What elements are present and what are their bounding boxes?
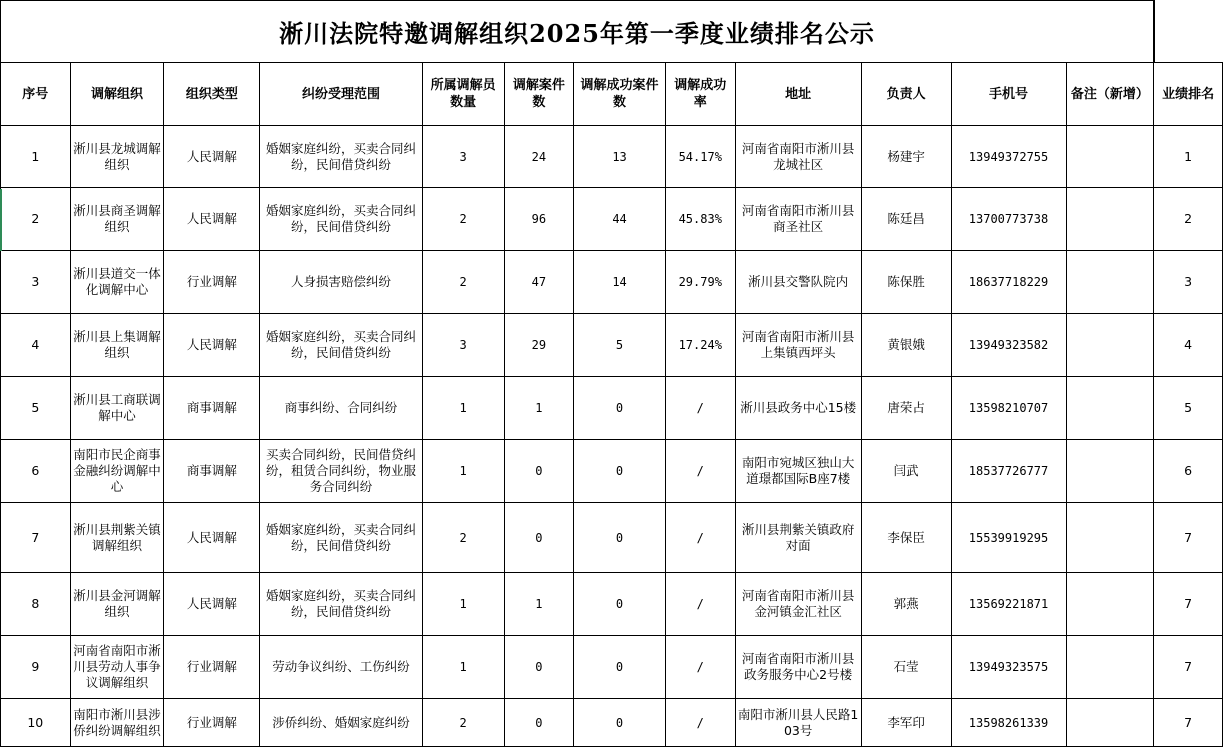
header-cell-leader[interactable]: 负责人 bbox=[861, 63, 951, 126]
cell-type[interactable]: 人民调解 bbox=[164, 126, 260, 188]
header-cell-rank[interactable]: 业绩排名 bbox=[1154, 63, 1223, 126]
cell-rate[interactable]: / bbox=[665, 636, 735, 699]
cell-cases[interactable]: 96 bbox=[504, 188, 574, 251]
cell-rate[interactable]: 17.24% bbox=[665, 314, 735, 377]
cell-rank[interactable]: 5 bbox=[1154, 377, 1223, 440]
cell-scope[interactable]: 商事纠纷、合同纠纷 bbox=[260, 377, 422, 440]
table-row bbox=[1, 699, 1223, 747]
cell-success[interactable]: 13 bbox=[574, 126, 666, 188]
cell-no[interactable]: 3 bbox=[1, 251, 71, 314]
cell-rank[interactable]: 7 bbox=[1154, 636, 1223, 699]
cell-success[interactable]: 14 bbox=[574, 251, 666, 314]
header-cell-type[interactable]: 组织类型 bbox=[164, 63, 260, 126]
cell-phone[interactable]: 18637718229 bbox=[951, 251, 1066, 314]
cell-rank[interactable]: 7 bbox=[1154, 503, 1223, 573]
cell-mediators[interactable]: 2 bbox=[422, 699, 504, 747]
cell-no[interactable]: 1 bbox=[1, 126, 71, 188]
sheet-title: 淅川法院特邀调解组织2025年第一季度业绩排名公示 bbox=[0, 0, 1154, 62]
cell-rank[interactable]: 7 bbox=[1154, 573, 1223, 636]
cell-mediators[interactable]: 2 bbox=[422, 251, 504, 314]
cell-note[interactable] bbox=[1066, 126, 1154, 188]
cell-rank[interactable]: 3 bbox=[1154, 251, 1223, 314]
cell-cases[interactable]: 1 bbox=[504, 573, 574, 636]
cell-scope[interactable]: 人身损害赔偿纠纷 bbox=[260, 251, 422, 314]
cell-success[interactable]: 44 bbox=[574, 188, 666, 251]
cell-leader[interactable]: 李保臣 bbox=[861, 503, 951, 573]
table-row bbox=[1, 573, 1223, 636]
cell-leader[interactable]: 唐荣占 bbox=[861, 377, 951, 440]
cell-note[interactable] bbox=[1066, 188, 1154, 251]
cell-no[interactable]: 5 bbox=[1, 377, 71, 440]
cell-scope[interactable]: 婚姻家庭纠纷，买卖合同纠纷，民间借贷纠纷 bbox=[260, 126, 422, 188]
cell-leader[interactable]: 石莹 bbox=[861, 636, 951, 699]
header-cell-no[interactable]: 序号 bbox=[1, 63, 71, 126]
header-cell-scope[interactable]: 纠纷受理范围 bbox=[260, 63, 422, 126]
cell-note[interactable] bbox=[1066, 573, 1154, 636]
cell-mediators[interactable]: 3 bbox=[422, 314, 504, 377]
row-selection-marker bbox=[0, 189, 2, 251]
cell-address[interactable]: 河南省南阳市淅川县龙城社区 bbox=[735, 126, 861, 188]
cell-success[interactable]: 0 bbox=[574, 699, 666, 747]
cell-type[interactable]: 行业调解 bbox=[164, 251, 260, 314]
cell-phone[interactable]: 15539919295 bbox=[951, 503, 1066, 573]
cell-note[interactable] bbox=[1066, 503, 1154, 573]
ranking-table bbox=[0, 62, 1223, 747]
cell-rank[interactable]: 6 bbox=[1154, 440, 1223, 503]
table-row bbox=[1, 377, 1223, 440]
cell-mediators[interactable]: 1 bbox=[422, 573, 504, 636]
cell-org[interactable]: 南阳市淅川县涉侨纠纷调解组织 bbox=[70, 699, 164, 747]
cell-type[interactable]: 行业调解 bbox=[164, 699, 260, 747]
cell-cases[interactable]: 0 bbox=[504, 699, 574, 747]
cell-rate[interactable]: / bbox=[665, 377, 735, 440]
cell-success[interactable]: 0 bbox=[574, 440, 666, 503]
cell-phone[interactable]: 18537726777 bbox=[951, 440, 1066, 503]
cell-note[interactable] bbox=[1066, 314, 1154, 377]
cell-scope[interactable]: 婚姻家庭纠纷，买卖合同纠纷，民间借贷纠纷 bbox=[260, 314, 422, 377]
header-cell-note[interactable]: 备注（新增） bbox=[1066, 63, 1154, 126]
cell-cases[interactable]: 29 bbox=[504, 314, 574, 377]
cell-type[interactable]: 行业调解 bbox=[164, 636, 260, 699]
cell-phone[interactable]: 13569221871 bbox=[951, 573, 1066, 636]
cell-success[interactable]: 0 bbox=[574, 573, 666, 636]
cell-rate[interactable]: / bbox=[665, 440, 735, 503]
cell-address[interactable]: 南阳市淅川县人民路103号 bbox=[735, 699, 861, 747]
cell-rate[interactable]: / bbox=[665, 699, 735, 747]
cell-phone[interactable]: 13700773738 bbox=[951, 188, 1066, 251]
header-cell-success[interactable]: 调解成功案件数 bbox=[574, 63, 666, 126]
cell-scope[interactable]: 劳动争议纠纷、工伤纠纷 bbox=[260, 636, 422, 699]
cell-mediators[interactable]: 1 bbox=[422, 377, 504, 440]
cell-phone[interactable]: 13949323575 bbox=[951, 636, 1066, 699]
cell-org[interactable]: 淅川县上集调解组织 bbox=[70, 314, 164, 377]
cell-note[interactable] bbox=[1066, 377, 1154, 440]
table-row bbox=[1, 636, 1223, 699]
cell-cases[interactable]: 1 bbox=[504, 377, 574, 440]
cell-note[interactable] bbox=[1066, 636, 1154, 699]
cell-phone[interactable]: 13949372755 bbox=[951, 126, 1066, 188]
cell-scope[interactable]: 婚姻家庭纠纷，买卖合同纠纷，民间借贷纠纷 bbox=[260, 188, 422, 251]
cell-cases[interactable]: 47 bbox=[504, 251, 574, 314]
header-cell-cases[interactable]: 调解案件数 bbox=[504, 63, 574, 126]
cell-no[interactable]: 10 bbox=[1, 699, 71, 747]
cell-success[interactable]: 0 bbox=[574, 503, 666, 573]
cell-success[interactable]: 0 bbox=[574, 377, 666, 440]
cell-address[interactable]: 河南省南阳市淅川县政务服务中心2号楼 bbox=[735, 636, 861, 699]
cell-rate[interactable]: 45.83% bbox=[665, 188, 735, 251]
table-row bbox=[1, 503, 1223, 573]
cell-scope[interactable]: 婚姻家庭纠纷，买卖合同纠纷，民间借贷纠纷 bbox=[260, 573, 422, 636]
cell-type[interactable]: 人民调解 bbox=[164, 573, 260, 636]
cell-rate[interactable]: 29.79% bbox=[665, 251, 735, 314]
cell-note[interactable] bbox=[1066, 251, 1154, 314]
title-right-border bbox=[1154, 0, 1155, 62]
cell-rank[interactable]: 2 bbox=[1154, 188, 1223, 251]
cell-type[interactable]: 商事调解 bbox=[164, 377, 260, 440]
table-row bbox=[1, 440, 1223, 503]
cell-type[interactable]: 人民调解 bbox=[164, 503, 260, 573]
cell-leader[interactable]: 杨建宇 bbox=[861, 126, 951, 188]
cell-scope[interactable]: 涉侨纠纷、婚姻家庭纠纷 bbox=[260, 699, 422, 747]
header-row bbox=[1, 63, 1223, 126]
table-body bbox=[1, 126, 1223, 747]
cell-no[interactable]: 8 bbox=[1, 573, 71, 636]
cell-org[interactable]: 河南省南阳市淅川县劳动人事争议调解组织 bbox=[70, 636, 164, 699]
cell-cases[interactable]: 0 bbox=[504, 636, 574, 699]
cell-org[interactable]: 淅川县龙城调解组织 bbox=[70, 126, 164, 188]
header-cell-mediators[interactable]: 所属调解员数量 bbox=[422, 63, 504, 126]
table-row bbox=[1, 126, 1223, 188]
cell-type[interactable]: 人民调解 bbox=[164, 188, 260, 251]
cell-phone[interactable]: 13949323582 bbox=[951, 314, 1066, 377]
cell-cases[interactable]: 0 bbox=[504, 440, 574, 503]
header-cell-phone[interactable]: 手机号 bbox=[951, 63, 1066, 126]
cell-rate[interactable]: / bbox=[665, 573, 735, 636]
cell-type[interactable]: 人民调解 bbox=[164, 314, 260, 377]
cell-phone[interactable]: 13598210707 bbox=[951, 377, 1066, 440]
cell-note[interactable] bbox=[1066, 440, 1154, 503]
cell-mediators[interactable]: 3 bbox=[422, 126, 504, 188]
cell-address[interactable]: 淅川县政务中心15楼 bbox=[735, 377, 861, 440]
cell-leader[interactable]: 李军印 bbox=[861, 699, 951, 747]
cell-phone[interactable]: 13598261339 bbox=[951, 699, 1066, 747]
cell-address[interactable]: 淅川县荆紫关镇政府对面 bbox=[735, 503, 861, 573]
cell-no[interactable]: 6 bbox=[1, 440, 71, 503]
table-row bbox=[1, 251, 1223, 314]
header-cell-address[interactable]: 地址 bbox=[735, 63, 861, 126]
cell-address[interactable]: 河南省南阳市淅川县商圣社区 bbox=[735, 188, 861, 251]
cell-address[interactable]: 河南省南阳市淅川县金河镇金汇社区 bbox=[735, 573, 861, 636]
cell-cases[interactable]: 24 bbox=[504, 126, 574, 188]
cell-mediators[interactable]: 1 bbox=[422, 636, 504, 699]
cell-leader[interactable]: 闫武 bbox=[861, 440, 951, 503]
cell-org[interactable]: 南阳市民企商事金融纠纷调解中心 bbox=[70, 440, 164, 503]
table-row bbox=[1, 188, 1223, 251]
cell-org[interactable]: 淅川县工商联调解中心 bbox=[70, 377, 164, 440]
cell-scope[interactable]: 买卖合同纠纷，民间借贷纠纷，租赁合同纠纷，物业服务合同纠纷 bbox=[260, 440, 422, 503]
cell-scope[interactable]: 婚姻家庭纠纷，买卖合同纠纷，民间借贷纠纷 bbox=[260, 503, 422, 573]
cell-leader[interactable]: 陈廷昌 bbox=[861, 188, 951, 251]
cell-leader[interactable]: 黄银娥 bbox=[861, 314, 951, 377]
cell-leader[interactable]: 郭燕 bbox=[861, 573, 951, 636]
cell-leader[interactable]: 陈保胜 bbox=[861, 251, 951, 314]
cell-org[interactable]: 淅川县道交一体化调解中心 bbox=[70, 251, 164, 314]
header-cell-org[interactable]: 调解组织 bbox=[70, 63, 164, 126]
cell-address[interactable]: 河南省南阳市淅川县上集镇西坪头 bbox=[735, 314, 861, 377]
header-cell-rate[interactable]: 调解成功率 bbox=[665, 63, 735, 126]
cell-address[interactable]: 淅川县交警队院内 bbox=[735, 251, 861, 314]
cell-success[interactable]: 5 bbox=[574, 314, 666, 377]
cell-rate[interactable]: 54.17% bbox=[665, 126, 735, 188]
cell-org[interactable]: 淅川县商圣调解组织 bbox=[70, 188, 164, 251]
cell-cases[interactable]: 0 bbox=[504, 503, 574, 573]
cell-rate[interactable]: / bbox=[665, 503, 735, 573]
cell-rank[interactable]: 1 bbox=[1154, 126, 1223, 188]
cell-no[interactable]: 4 bbox=[1, 314, 71, 377]
cell-org[interactable]: 淅川县金河调解组织 bbox=[70, 573, 164, 636]
cell-type[interactable]: 商事调解 bbox=[164, 440, 260, 503]
cell-address[interactable]: 南阳市宛城区独山大道璟都国际B座7楼 bbox=[735, 440, 861, 503]
cell-success[interactable]: 0 bbox=[574, 636, 666, 699]
cell-mediators[interactable]: 2 bbox=[422, 503, 504, 573]
cell-mediators[interactable]: 2 bbox=[422, 188, 504, 251]
cell-note[interactable] bbox=[1066, 699, 1154, 747]
cell-no[interactable]: 9 bbox=[1, 636, 71, 699]
cell-no[interactable]: 2 bbox=[1, 188, 71, 251]
cell-org[interactable]: 淅川县荆紫关镇调解组织 bbox=[70, 503, 164, 573]
cell-rank[interactable]: 7 bbox=[1154, 699, 1223, 747]
table-row bbox=[1, 314, 1223, 377]
cell-rank[interactable]: 4 bbox=[1154, 314, 1223, 377]
cell-mediators[interactable]: 1 bbox=[422, 440, 504, 503]
cell-no[interactable]: 7 bbox=[1, 503, 71, 573]
